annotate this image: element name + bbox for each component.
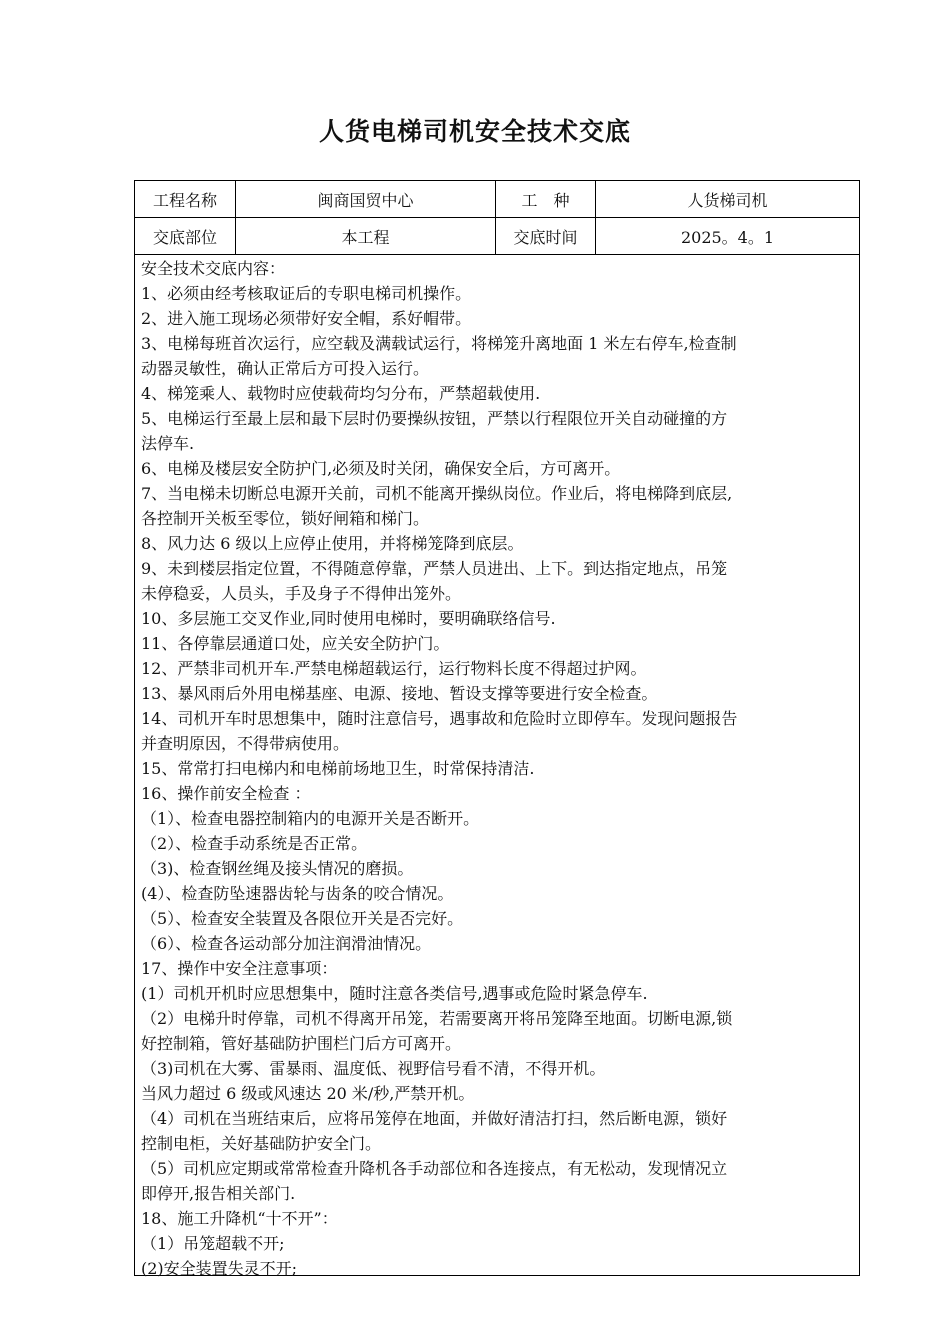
content-line: （6）、检查各运动部分加注润滑油情况。 xyxy=(141,934,432,953)
content-line: （4）司机在当班结束后，应将吊笼停在地面，并做好清洁打扫，然后断电源，锁好 xyxy=(141,1109,728,1128)
content-line: 15、常常打扫电梯内和电梯前场地卫生，时常保持清洁. xyxy=(141,759,535,778)
work-type-label: 工 种 xyxy=(496,181,596,217)
content-line: （2）电梯升时停靠，司机不得离开吊笼，若需要离开将吊笼降至地面。切断电源,锁 xyxy=(141,1009,733,1028)
content-line: 12、严禁非司机开车.严禁电梯超载运行，运行物料长度不得超过护网。 xyxy=(141,659,647,678)
content-line: (2)安全装置失灵不开; xyxy=(141,1259,298,1278)
content-line: 动器灵敏性，确认正常后方可投入运行。 xyxy=(141,359,430,378)
content-line: 18、施工升降机“十不开”： xyxy=(141,1209,338,1228)
content-line: 2、进入施工现场必须带好安全帽，系好帽带。 xyxy=(141,309,472,328)
content-line: 安全技术交底内容： xyxy=(141,259,286,278)
part-value: 本工程 xyxy=(236,218,496,254)
content-line: （5）、检查安全装置及各限位开关是否完好。 xyxy=(141,909,464,928)
content-line: 9、未到楼层指定位置，不得随意停靠，严禁人员进出、上下。到达指定地点，吊笼 xyxy=(141,559,728,578)
content-line: 法停车. xyxy=(141,434,195,453)
project-name-label: 工程名称 xyxy=(135,181,236,217)
content-line: 7、当电梯未切断总电源开关前，司机不能离开操纵岗位。作业后，将电梯降到底层, xyxy=(141,484,733,503)
content-line: （1）吊笼超载不开; xyxy=(141,1234,285,1253)
content-line: (1）司机开机时应思想集中，随时注意各类信号,遇事或危险时紧急停车. xyxy=(141,984,648,1003)
content-line: （5）司机应定期或常常检查升降机各手动部位和各连接点，有无松动，发现情况立 xyxy=(141,1159,728,1178)
content-line: 1、必须由经考核取证后的专职电梯司机操作。 xyxy=(141,284,472,303)
content-line: 11、各停靠层通道口处，应关安全防护门。 xyxy=(141,634,450,653)
content-line: 即停开,报告相关部门. xyxy=(141,1184,296,1203)
header-row-part xyxy=(135,218,859,255)
content-line: 各控制开关板至零位，锁好闸箱和梯门。 xyxy=(141,509,430,528)
header-row-project xyxy=(135,181,859,218)
content-line: （3)、检查钢丝绳及接头情况的磨损。 xyxy=(141,859,414,878)
disclosure-table xyxy=(134,180,860,1276)
safety-content xyxy=(135,255,859,1281)
content-line: 17、操作中安全注意事项： xyxy=(141,959,338,978)
content-line: (4）、检查防坠速器齿轮与齿条的咬合情况。 xyxy=(141,884,454,903)
content-line: 14、司机开车时思想集中，随时注意信号，遇事故和危险时立即停车。发现问题报告 xyxy=(141,709,738,728)
content-line: 3、电梯每班首次运行，应空载及满载试运行，将梯笼升离地面 1 米左右停车,检查制 xyxy=(141,334,737,353)
content-line: （1）、检查电器控制箱内的电源开关是否断开。 xyxy=(141,809,480,828)
date-value: 2025。4。1 xyxy=(680,227,775,247)
content-line: 未停稳妥，人员头，手及身子不得伸出笼外。 xyxy=(141,584,462,603)
content-line: 13、暴风雨后外用电梯基座、电源、接地、暂设支撑等要进行安全检查。 xyxy=(141,684,658,703)
content-line: 并查明原因，不得带病使用。 xyxy=(141,734,350,753)
content-line: 6、电梯及楼层安全防护门,必须及时关闭，确保安全后，方可离开。 xyxy=(141,459,621,478)
content-line: 4、梯笼乘人、载物时应使载荷均匀分布，严禁超载使用. xyxy=(141,384,541,403)
document-title: 人货电梯司机安全技术交底 xyxy=(318,117,631,146)
content-line: 控制电柜，关好基础防护安全门。 xyxy=(141,1134,382,1153)
content-line: 16、操作前安全检查 ： xyxy=(141,784,311,803)
content-line: （2）、检查手动系统是否正常。 xyxy=(141,834,368,853)
content-line: 当风力超过 6 级或风速达 20 米/秒,严禁开机。 xyxy=(141,1084,475,1103)
content-line: 10、多层施工交叉作业,同时使用电梯时，要明确联络信号. xyxy=(141,609,556,628)
content-line: 5、电梯运行至最上层和最下层时仍要操纵按钮，严禁以行程限位开关自动碰撞的方 xyxy=(141,409,728,428)
work-type-value: 人货梯司机 xyxy=(687,190,768,210)
part-label: 交底部位 xyxy=(135,218,236,254)
content-line: 好控制箱，管好基础防护围栏门后方可离开。 xyxy=(141,1034,462,1053)
content-line: （3)司机在大雾、雷暴雨、温度低、视野信号看不清，不得开机。 xyxy=(141,1059,606,1078)
content-line: 8、风力达 6 级以上应停止使用，并将梯笼降到底层。 xyxy=(141,534,524,553)
date-label: 交底时间 xyxy=(496,218,596,254)
project-name-value: 闽商国贸中心 xyxy=(236,181,496,217)
